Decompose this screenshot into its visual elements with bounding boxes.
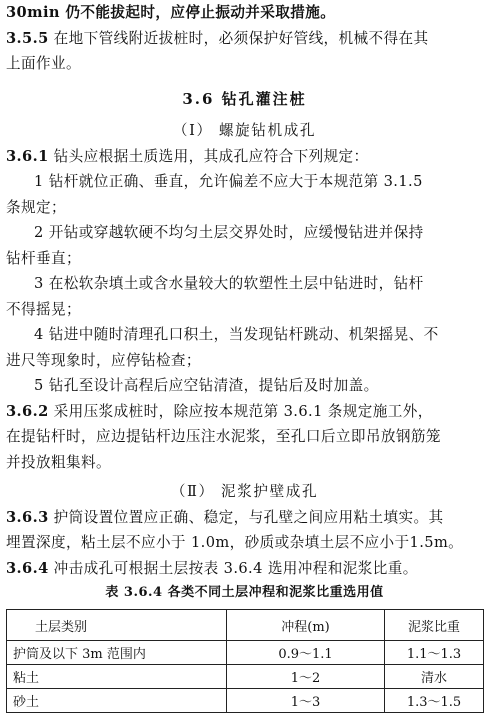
subsection-title-2: （Ⅱ） 泥浆护壁成孔 — [170, 483, 319, 500]
clause-number: 3.6.1 — [6, 147, 49, 165]
table-header-row — [7, 610, 484, 641]
clause-3-5-5 — [6, 26, 483, 52]
clause-3-6-3 — [6, 505, 483, 531]
text-line: 埋置深度，粘土层不应小于 1.0m，砂质或杂填土层不应小于1.5m。 — [6, 534, 464, 551]
list-item-3-cont: 不得摇晃； — [6, 300, 81, 318]
list-item-1: 1 钻杆就位正确、垂直，允许偏差不应大于本规范第 3.1.5 — [34, 173, 423, 190]
table-header-cell: 土层类别 — [7, 610, 227, 641]
clause-number: 3.6.2 — [6, 402, 49, 420]
clause-text: 采用压浆成桩时，除应按本规范第 3.6.1 条规定施工外， — [53, 402, 433, 420]
text-line: 并投放粗集料。 — [6, 453, 111, 471]
clause-text: 护筒设置位置应正确、稳定，与孔壁之间应用粘土填实。其 — [53, 508, 444, 526]
table-header-cell: 冲程(m) — [227, 610, 385, 641]
clause-text: 冲击成孔可根据土层按表 3.6.4 选用冲程和泥浆比重。 — [53, 559, 418, 577]
text-line-continuation: 30min 仍不能拔起时，应停止振动并采取措施。 — [6, 4, 336, 21]
table-row — [7, 665, 484, 689]
table-row — [7, 641, 484, 665]
table-cell: 0.9～1.1 — [227, 641, 385, 665]
data-table — [6, 609, 484, 713]
table-cell: 1.3～1.5 — [385, 689, 484, 713]
table-caption: 表 3.6.4 各类不同土层冲程和泥浆比重选用值 — [105, 585, 384, 600]
list-item-3: 3 在松软杂填土或含水量较大的软塑性土层中钻进时，钻杆 — [34, 275, 424, 292]
list-item-4: 4 钻进中随时清理孔口积土，当发现钻杆跳动、机架摇晃、不 — [34, 326, 439, 343]
clause-text: 钻头应根据土质选用，其成孔应符合下列规定： — [53, 147, 369, 165]
text-line: 在提钻杆时，应边提钻杆边压注水泥浆，至孔口后立即吊放钢筋笼 — [6, 428, 441, 445]
clause-3-6-2 — [6, 399, 483, 425]
table-cell: 清水 — [385, 665, 484, 689]
clause-number: 3.6.4 — [6, 559, 49, 577]
table-cell: 粘土 — [7, 665, 227, 689]
list-item-4-cont: 进尺等现象时，应停钻检查； — [6, 351, 201, 369]
table-cell: 1～3 — [227, 689, 385, 713]
table-cell: 1.1～1.3 — [385, 641, 484, 665]
text-line: 上面作业。 — [6, 55, 81, 72]
table-cell: 砂土 — [7, 689, 227, 713]
list-item-5: 5 钻孔至设计高程后应空钻清渣，提钻后及时加盖。 — [34, 377, 379, 394]
section-title: 3.6 钻孔灌注桩 — [182, 89, 307, 108]
clause-number: 3.6.3 — [6, 508, 49, 526]
table-cell: 护筒及以下 3m 范围内 — [7, 641, 227, 665]
clause-3-6-4 — [6, 556, 483, 582]
clause-3-6-1 — [6, 144, 483, 170]
table-cell: 1～2 — [227, 665, 385, 689]
clause-text: 在地下管线附近拔桩时，必须保护好管线，机械不得在其 — [53, 29, 429, 47]
clause-number: 3.5.5 — [6, 29, 49, 47]
list-item-1-cont: 条规定； — [6, 198, 66, 216]
list-item-2-cont: 钻杆垂直； — [6, 249, 81, 267]
list-item-2: 2 开钻或穿越软硬不均匀土层交界处时，应缓慢钻进并保持 — [34, 224, 424, 241]
subsection-title-1: （Ⅰ） 螺旋钻机成孔 — [172, 122, 317, 139]
table-row — [7, 689, 484, 713]
table-header-cell: 泥浆比重 — [385, 610, 484, 641]
